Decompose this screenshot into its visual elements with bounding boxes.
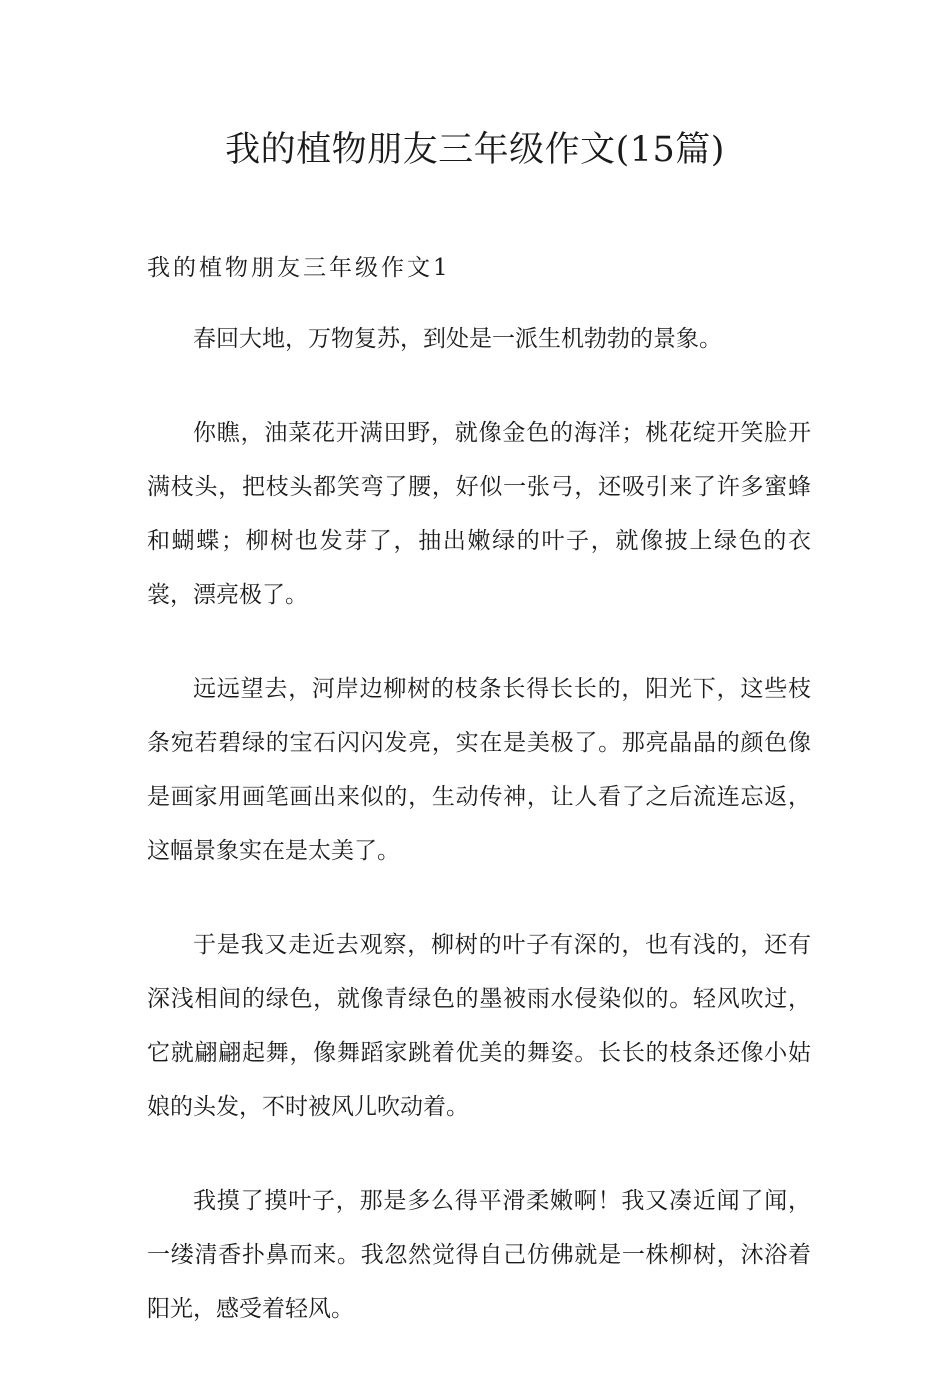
- paragraph: 你瞧，油菜花开满田野，就像金色的海洋；桃花绽开笑脸开满枝头，把枝头都笑弯了腰，好似一张弓，还吸引来了许多蜜蜂和蝴蝶；柳树也发芽了，抽出嫩绿的叶子，就像披上绿色的衣裳，漂亮极了。: [147, 420, 811, 608]
- paragraph: 于是我又走近去观察，柳树的叶子有深的，也有浅的，还有深浅相间的绿色，就像青绿色的墨被雨水侵染似的。轻风吹过，它就翩翩起舞，像舞蹈家跳着优美的舞姿。长长的枝条还像小姑娘的头发，不时被风儿吹动着。: [147, 932, 811, 1120]
- essay-heading: 我的植物朋友三年级作文1: [147, 255, 451, 281]
- document-title: 我的植物朋友三年级作文(15篇): [225, 130, 725, 170]
- paragraph: 我摸了摸叶子，那是多么得平滑柔嫩啊！我又凑近闻了闻，一缕清香扑鼻而来。我忽然觉得自己仿佛就是一株柳树，沐浴着阳光，感受着轻风。: [147, 1188, 811, 1322]
- paragraph: 春回大地，万物复苏，到处是一派生机勃勃的景象。: [193, 326, 722, 352]
- paragraph: 远远望去，河岸边柳树的枝条长得长长的，阳光下，这些枝条宛若碧绿的宝石闪闪发亮，实在是美极了。那亮晶晶的颜色像是画家用画笔画出来似的，生动传神，让人看了之后流连忘返，这幅景象实在是太美了。: [147, 676, 811, 864]
- essay-body: [147, 312, 811, 1376]
